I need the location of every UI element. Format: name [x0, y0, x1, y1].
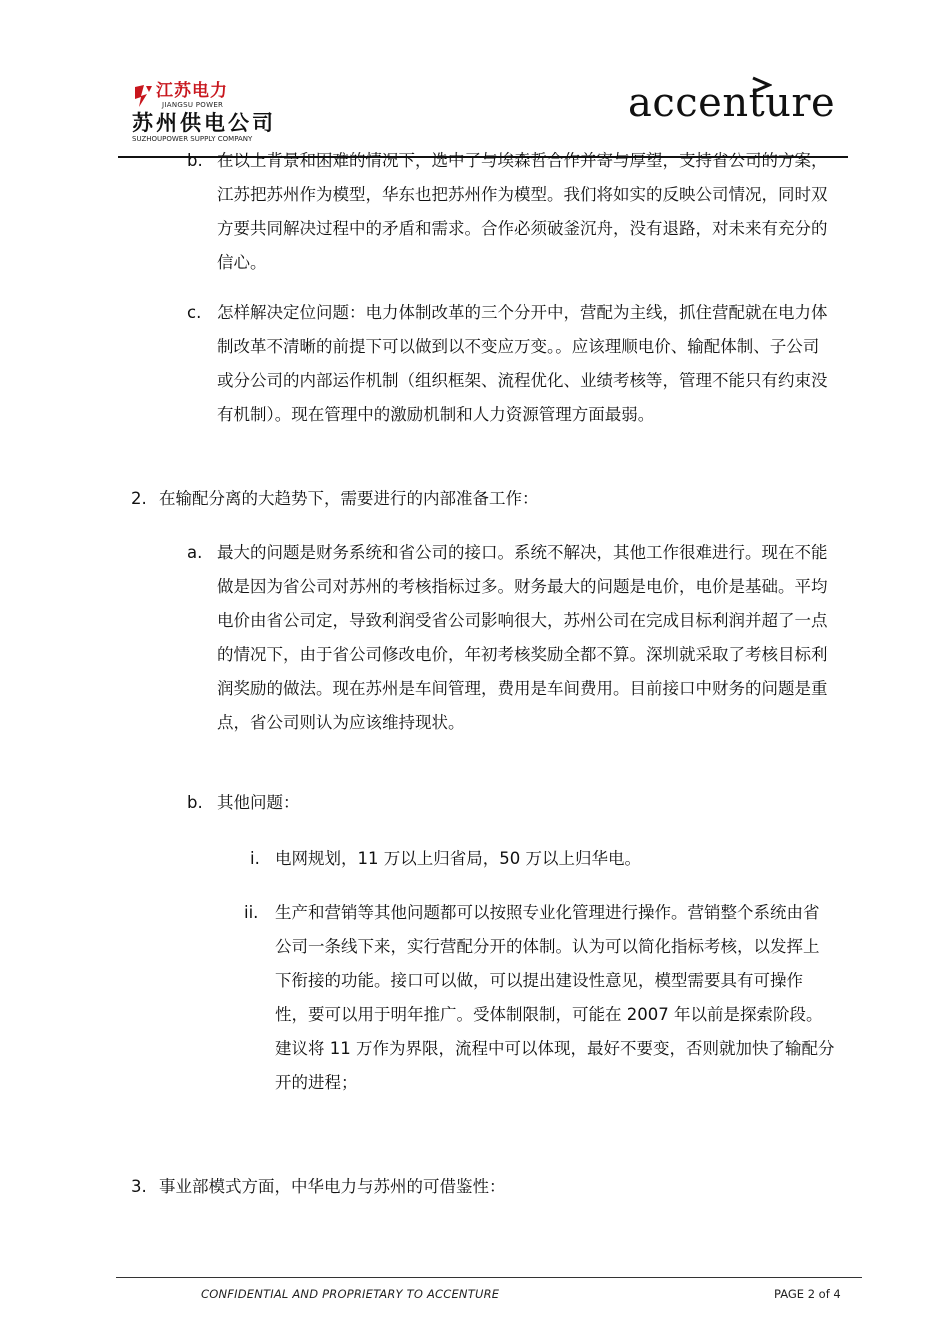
- logo-suzhou-company-en: SUZHOUPOWER SUPPLY COMPANY: [132, 135, 253, 143]
- list-marker: a.: [187, 543, 203, 562]
- footer-page-number: PAGE 2 of 4: [774, 1287, 841, 1301]
- list-marker: b.: [187, 793, 203, 812]
- suzhou-power-logo: [132, 82, 307, 148]
- paragraph-text: 事业部模式方面，中华电力与苏州的可借鉴性：: [159, 1177, 506, 1196]
- paragraph-text: 最大的问题是财务系统和省公司的接口。系统不解决，其他工作很难进行。现在不能做是因为省公司对苏州的考核指标过多。财务最大的问题是电价，电价是基础。平均电价由省公司定，导致利润受省公司影响很大，苏州公司在完成目标利润并超了一点的情况下，由于省公司修改电价，年初考核奖励全都不算。深圳就采取了考核目标利润奖励的做法。现在苏州是车间管理，费用是车间费用。目前接口中财务的问题是重点，省公司则认为应该维持现状。: [217, 543, 828, 732]
- accenture-wordmark: accenture: [628, 80, 836, 126]
- footer-confidential: CONFIDENTIAL AND PROPRIETARY TO ACCENTURE: [201, 1287, 500, 1301]
- paragraph-text: 在以上背景和困难的情况下，选中了与埃森哲合作并寄与厚望，支持省公司的方案，江苏把苏州作为模型，华东也把苏州作为模型。我们将如实的反映公司情况，同时双方要共同解决过程中的矛盾和需求。合作必须破釜沉舟，没有退路，对未来有充分的信心。: [217, 151, 828, 272]
- list-item-2b-i: [250, 842, 835, 876]
- list-marker: b.: [187, 151, 203, 170]
- list-item-2b: [187, 786, 837, 820]
- paragraph-text: 怎样解决定位问题：电力体制改革的三个分开中，营配为主线，抓住营配就在电力体制改革不清晰的前提下可以做到以不变应万变。。应该理顺电价、输配体制、子公司或分公司的内部运作机制（组织框架、流程优化、业绩考核等，管理不能只有约束没有机制）。现在管理中的激励机制和人力资源管理方面最弱。: [217, 303, 828, 424]
- list-item-2: [131, 482, 839, 516]
- paragraph-text: 在输配分离的大趋势下，需要进行的内部准备工作：: [159, 489, 539, 508]
- list-item-b-positioning: [187, 144, 832, 280]
- paragraph-text: 电网规划，11 万以上归省局，50 万以上归华电。: [275, 849, 641, 868]
- paragraph-text: 生产和营销等其他问题都可以按照专业化管理进行操作。营销整个系统由省公司一条线下来，实行营配分开的体制。认为可以简化指标考核，以发挥上下衔接的功能。接口可以做，可以提出建设性意见，模型需要具有可操作性，要可以用于明年推广。受体制限制，可能在 2007 年以前是探索阶段。建议将 11 万作为界限，流程中可以体现，最好不要变，否则就加快了输配分开的进程；: [275, 903, 835, 1092]
- list-item-3: [131, 1170, 839, 1204]
- list-marker: i.: [250, 849, 260, 868]
- logo-suzhou-company-cn: 苏州供电公司: [132, 111, 276, 135]
- list-item-2a: [187, 536, 837, 740]
- logo-jiangsu-power-cn: 江苏电力: [156, 81, 228, 101]
- list-item-c-positioning: [187, 296, 832, 432]
- list-marker: 3.: [131, 1177, 147, 1196]
- accenture-chevron-icon: [750, 76, 772, 94]
- footer-rule: [116, 1277, 862, 1278]
- logo-jiangsu-power-en: JIANGSU POWER: [162, 101, 224, 109]
- jiangsu-power-logo-icon: [132, 84, 154, 108]
- list-item-2b-ii: [244, 896, 835, 1100]
- accenture-logo: [628, 76, 843, 128]
- list-marker: c.: [187, 303, 202, 322]
- paragraph-text: 其他问题：: [217, 793, 300, 812]
- list-marker: 2.: [131, 489, 147, 508]
- list-marker: ii.: [244, 903, 259, 922]
